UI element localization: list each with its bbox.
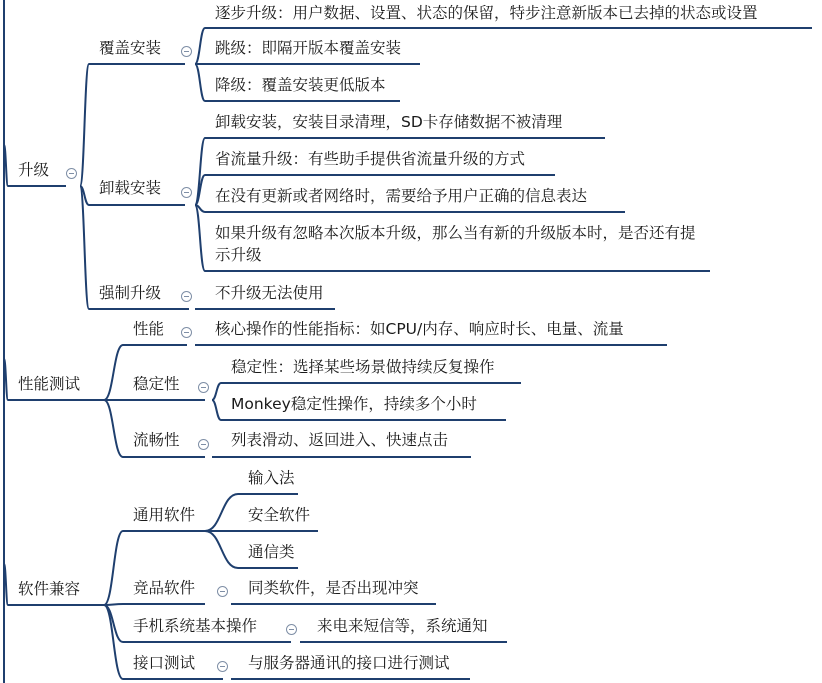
connector: [104, 531, 123, 605]
subtopic-2-1-1-underline: [205, 344, 667, 346]
subtopic-3-1-3[interactable]: 通信类: [248, 543, 295, 561]
subtopic-1-1-3[interactable]: 降级：覆盖安装更低版本: [215, 76, 386, 94]
subtopic-2-3-1[interactable]: 列表滑动、返回进入、快速点击: [231, 431, 449, 449]
collapse-toggle-icon[interactable]: [217, 586, 228, 597]
subtopic-2-2-1[interactable]: 稳定性：选择某些场景做持续反复操作: [231, 358, 495, 376]
topic-1-1-underline: [89, 63, 185, 65]
subtopic-1-3-1[interactable]: 不升级无法使用: [215, 284, 324, 302]
subtopic-1-2-1[interactable]: 卸载安装，安装目录清理，SD卡存储数据不被清理: [215, 113, 563, 131]
subtopic-1-1-2[interactable]: 跳级：即隔开版本覆盖安装: [215, 39, 402, 57]
subtopic-1-2-1-underline: [205, 137, 605, 139]
subtopic-2-3-1-underline: [221, 456, 471, 458]
subtopic-1-1-1-underline: [205, 27, 812, 29]
branch-3-underline: [8, 604, 104, 606]
topic-1-2-underline: [89, 204, 185, 206]
topic-3-4-underline: [123, 678, 223, 680]
collapse-toggle-icon[interactable]: [286, 624, 297, 635]
subtopic-2-2-1-underline: [221, 382, 521, 384]
subtopic-3-1-1-underline: [238, 493, 298, 495]
connector: [80, 64, 89, 186]
subtopic-1-1-2-underline: [205, 63, 420, 65]
collapse-toggle-icon[interactable]: [217, 661, 228, 672]
connector: [205, 494, 238, 531]
collapse-toggle-icon[interactable]: [181, 291, 192, 302]
subtopic-3-4-1-underline: [238, 678, 470, 680]
branch-3[interactable]: 软件兼容: [18, 580, 81, 598]
topic-1-2[interactable]: 卸载安装: [99, 179, 162, 197]
subtopic-3-1-1[interactable]: 输入法: [248, 469, 295, 487]
subtopic-3-3-1-underline: [307, 641, 507, 643]
subtopic-2-2-2-underline: [221, 419, 506, 421]
subtopic-1-2-3[interactable]: 在没有更新或者网络时，需要给予用户正确的信息表达: [215, 187, 588, 205]
branch-1[interactable]: 升级: [18, 161, 50, 179]
topic-3-2-underline: [123, 603, 205, 605]
collapse-toggle-icon[interactable]: [198, 439, 209, 450]
topic-1-3[interactable]: 强制升级: [99, 284, 162, 302]
subtopic-1-3-1-underline: [205, 308, 335, 310]
topic-2-3[interactable]: 流畅性: [133, 431, 180, 449]
subtopic-2-1-1[interactable]: 核心操作的性能指标：如CPU/内存、响应时长、电量、流量: [215, 320, 624, 338]
subtopic-1-2-4-underline: [205, 270, 710, 272]
subtopic-3-1-2[interactable]: 安全软件: [248, 506, 311, 524]
subtopic-3-4-1[interactable]: 与服务器通讯的接口进行测试: [248, 654, 450, 672]
topic-2-1-underline: [123, 344, 187, 346]
subtopic-1-2-2[interactable]: 省流量升级：有些助手提供省流量升级的方式: [215, 150, 526, 168]
collapse-toggle-icon[interactable]: [181, 327, 192, 338]
subtopic-3-2-1-underline: [238, 603, 436, 605]
connector: [212, 383, 221, 400]
collapse-toggle-icon[interactable]: [181, 46, 192, 57]
connector: [195, 64, 205, 101]
branch-2[interactable]: 性能测试: [18, 375, 81, 393]
topic-3-3[interactable]: 手机系统基本操作: [133, 617, 258, 635]
connector: [212, 400, 221, 420]
connector: [104, 400, 123, 457]
topic-3-1-underline: [123, 530, 205, 532]
topic-3-3-underline: [123, 641, 291, 643]
subtopic-1-1-1[interactable]: 逐步升级：用户数据、设置、状态的保留，特步注意新版本已去掉的状态或设置: [215, 4, 758, 22]
collapse-toggle-icon[interactable]: [66, 168, 77, 179]
connector: [104, 604, 123, 605]
branch-2-underline: [8, 399, 104, 401]
connector: [195, 28, 205, 64]
subtopic-1-1-3-underline: [205, 100, 400, 102]
topic-1-1[interactable]: 覆盖安装: [99, 39, 162, 57]
collapse-toggle-icon[interactable]: [198, 382, 209, 393]
topic-3-1[interactable]: 通用软件: [133, 506, 196, 524]
subtopic-3-2-1[interactable]: 同类软件，是否出现冲突: [248, 579, 419, 597]
topic-2-2-underline: [123, 399, 205, 401]
subtopic-2-2-2[interactable]: Monkey稳定性操作，持续多个小时: [231, 395, 477, 413]
collapse-toggle-icon[interactable]: [181, 187, 192, 198]
topic-3-4[interactable]: 接口测试: [133, 654, 196, 672]
topic-2-2[interactable]: 稳定性: [133, 375, 180, 393]
topic-2-3-underline: [123, 456, 205, 458]
branch-1-underline: [8, 185, 66, 187]
topic-2-1[interactable]: 性能: [133, 320, 165, 338]
subtopic-3-1-2-underline: [238, 530, 318, 532]
subtopic-3-3-1[interactable]: 来电来短信等，系统通知: [317, 617, 488, 635]
connector: [195, 205, 205, 271]
connector: [104, 345, 123, 400]
subtopic-3-1-3-underline: [238, 567, 298, 569]
subtopic-1-2-3-underline: [205, 211, 625, 213]
topic-3-2[interactable]: 竞品软件: [133, 579, 196, 597]
subtopic-1-2-4[interactable]: 如果升级有忽略本次版本升级，那么当有新的升级版本时，是否还有提示升级: [215, 224, 696, 264]
subtopic-1-2-2-underline: [205, 174, 555, 176]
topic-1-3-underline: [89, 308, 189, 310]
connector: [205, 531, 238, 568]
